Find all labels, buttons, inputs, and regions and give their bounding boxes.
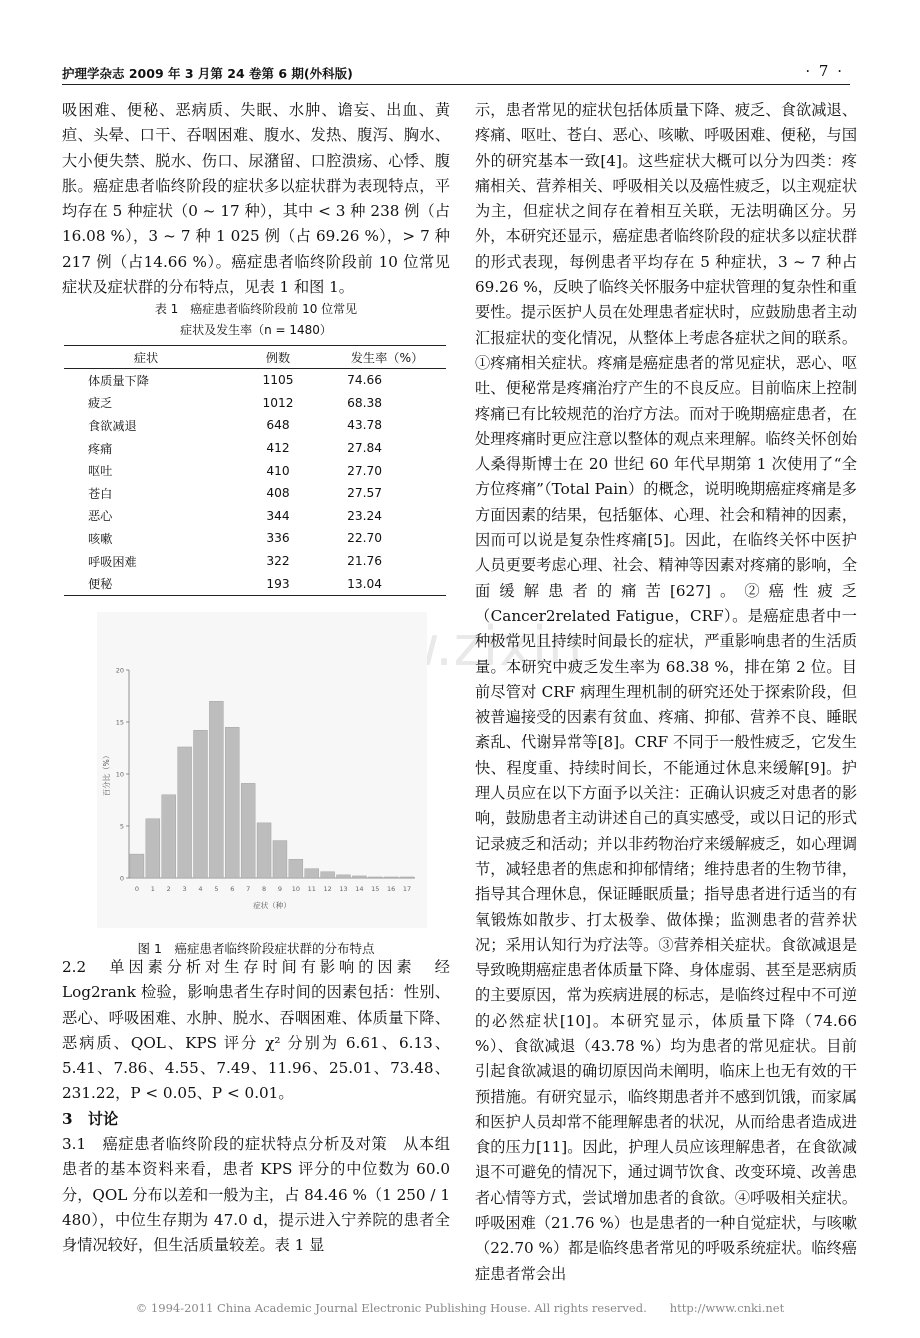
figure-caption: 图 1 癌症患者临终阶段症状群的分布特点: [137, 941, 375, 956]
cell-rate: 68.38: [347, 395, 382, 410]
x-tick-label: 6: [230, 885, 235, 893]
bar-10: [289, 859, 303, 878]
table-row: [64, 437, 446, 460]
bar-3: [178, 747, 192, 878]
cell-symptom: 咳嗽: [88, 531, 113, 546]
cell-symptom: 食欲减退: [88, 418, 137, 433]
x-tick-label: 0: [134, 885, 140, 893]
bar-12: [321, 872, 335, 878]
col-header-rate: 发生率（%）: [328, 346, 446, 369]
cell-rate: 23.24: [347, 508, 382, 523]
running-header: [62, 64, 850, 85]
cell-rate: 21.76: [347, 554, 382, 569]
x-tick-label: 5: [214, 885, 219, 893]
col-header-count: 例数: [228, 346, 328, 369]
x-axis-label: 症状（种）: [253, 901, 291, 910]
bar-7: [241, 783, 255, 878]
left-column-top: [62, 98, 450, 300]
table-row: [64, 482, 446, 505]
bar-14: [352, 876, 366, 878]
table-row: [64, 369, 446, 392]
table-row: [64, 572, 446, 595]
y-tick-label: 20: [115, 666, 124, 675]
cell-symptom: 呼吸困难: [88, 554, 137, 569]
cell-count: 1012: [262, 395, 294, 410]
cell-rate: 74.66: [347, 373, 382, 388]
cell-rate: 22.70: [347, 531, 382, 546]
x-tick-label: 9: [277, 885, 283, 893]
x-tick-label: 8: [261, 885, 267, 893]
x-tick-label: 14: [355, 885, 364, 893]
bar-15: [368, 877, 382, 878]
cell-count: 344: [266, 508, 290, 523]
cell-count: 648: [266, 418, 290, 433]
cell-count: 412: [266, 441, 290, 456]
cell-count: 322: [266, 554, 290, 569]
bar-4: [194, 730, 208, 878]
table-row: [64, 550, 446, 573]
cell-symptom: 恶心: [88, 509, 113, 524]
paragraph: 示，患者常见的症状包括体质量下降、疲乏、食欲减退、疼痛、呕吐、苍白、恶心、咳嗽、呼吸困难、便秘，与国外的研究基本一致[4]。这些症状大概可以分为四类：疼痛相关、营养相关、呼吸相关以及癌性疲乏，以主观症状为主，但症状之间存在着相互关联，无法明确区分。另外，本研究还显示，癌症患者临终阶段的症状多以症状群的形式表现，每例患者平均存在 5 种症状，3 ~ 7 种占 69.26 %，反映了临终关怀服务中症状管理的复杂性和重要性。提示医护人员在处理患者症状时，应鼓励患者主动汇报症状的变化情况，从整体上考虑各症状之间的联系。①疼痛相关症状。疼痛是癌症患者的常见症状，恶心、呕吐、便秘常是疼痛治疗产生的不良反应。目前临床上控制疼痛已有比较规范的治疗方法。而对于晚期癌症患者，在处理疼痛时更应注意以整体的观点来理解。临终关怀创始人桑得斯博士在 20 世纪 60 年代早期第 1 次使用了“全方位疼痛”（Total Pain）的概念，说明晚期癌症疼痛是多方面因素的结果，包括躯体、心理、社会和精神的因素，因而可以说是复杂性疼痛[5]。因此，在临终关怀中医护人员更要考虑心理、社会、精神等因素对疼痛的影响，全面缓解患者的痛苦[627]。②癌性疲乏（Cancer2related Fatigue，CRF）。是癌症患者中一种极常见且持续时间最长的症状，严重影响患者的生活质量。本研究中疲乏发生率为 68.38 %，排在第 2 位。目前尽管对 CRF 病理生理机制的研究还处于探索阶段，但被普遍接受的因素有贫血、疼痛、抑郁、营养不良、睡眠紊乱、代谢异常等[8]。CRF 不同于一般性疲乏，它发生快、程度重、持续时间长，不能通过休息来缓解[9]。护理人员应在以下方面予以关注：正确认识疲乏对患者的影响，鼓励患者主动讲述自己的真实感受，或以日记的形式记录疲乏和活动；并以非药物治疗来缓解疲乏，如心理调节，减轻患者的焦虑和抑郁情绪；维持患者的生物节律，指导其合理休息，保证睡眠质量；指导患者进行适当的有氧锻炼如散步、打太极拳、做体操；监测患者的营养状况；采用认知行为疗法等。③营养相关症状。食欲减退是导致晚期癌症患者体质量下降、身体虚弱、甚至是恶病质的主要原因，常为疾病进展的标志，是临终过程中不可逆的必然症状[10]。本研究显示，体质量下降（74.66 %）、食欲减退（43.78 %）均为患者的常见症状。目前引起食欲减退的确切原因尚未阐明，临床上也无有效的干预措施。有研究显示，临终期患者并不感到饥饿，而家属和医护人员却常不能理解患者的状况，从而给患者造成进食的压力[11]。因此，护理人员应该理解患者，在食欲减退不可避免的情况下，通过调节饮食、改变环境、改善患者心情等方式，尝试增加患者的食欲。④呼吸相关症状。呼吸困难（21.76 %）也是患者的一种自觉症状，与咳嗽（22.70 %）都是临终患者常见的呼吸系统症状。临终癌症患者常会出: [475, 101, 857, 1283]
bar-17: [400, 877, 414, 878]
bar-11: [305, 869, 319, 878]
watermark: www.zixin: [305, 615, 584, 678]
cell-rate: 13.04: [328, 572, 446, 595]
paragraph: 3.1 癌症患者临终阶段的症状特点分析及对策 从本组患者的基本资料来看，患者 KPS 评分的中位数为 60.0 分，QOL 分布以差和一般为主，占 84.46 %（1 250 / 1 480），中位生存期为 47.0 d，提示进入宁养院的患者全身情况较好，但生活质量较差。表 1 显: [62, 1135, 450, 1255]
bar-8: [257, 823, 271, 878]
cell-symptom: 疼痛: [88, 441, 113, 456]
cell-symptom: 呕吐: [88, 464, 113, 479]
table-caption-2: 症状及发生率（n = 1480）: [180, 323, 332, 337]
x-tick-label: 13: [339, 885, 348, 893]
section-heading: 3 讨论: [62, 1109, 119, 1128]
bar-9: [273, 841, 287, 878]
y-axis-label: 百分比（%）: [102, 751, 111, 797]
table-row: [64, 392, 446, 415]
x-tick-label: 17: [402, 885, 412, 893]
x-tick-label: 3: [182, 885, 187, 893]
symptom-table: [64, 345, 446, 596]
paragraph: 吸困难、便秘、恶病质、失眠、水肿、谵妄、出血、黄疸、头晕、口干、吞咽困难、腹水、发热、腹泻、胸水、大小便失禁、脱水、伤口、尿潴留、口腔溃疡、心悸、腹胀。癌症患者临终阶段的症状多以症状群为表现特点，平均存在 5 种症状（0 ~ 17 种），其中 < 3 种 238 例（占 16.08 %），3 ~ 7 种 1 025 例（占 69.26 %），> 7 种 217 例（占14.66 %）。癌症患者临终阶段前 10 位常见症状及症状群的分布特点，见表 1 和图 1。: [62, 101, 450, 297]
y-tick-label: 15: [115, 718, 124, 727]
table-row: [64, 505, 446, 528]
col-header-symptom: 症状: [64, 346, 228, 369]
bar-2: [162, 795, 176, 878]
x-tick-label: 4: [198, 885, 203, 893]
table-caption-1: 表 1 癌症患者临终阶段前 10 位常见: [154, 302, 358, 316]
cell-rate: 27.70: [347, 463, 382, 478]
cell-count: 1105: [262, 373, 294, 388]
journal-info: 护理学杂志 2009 年 3 月第 24 卷第 6 期(外科版): [62, 66, 353, 81]
table-row: [64, 459, 446, 482]
cell-count: 193: [228, 572, 328, 595]
cell-count: 408: [266, 486, 290, 501]
cell-count: 336: [266, 531, 290, 546]
cell-symptom: 便秘: [64, 572, 228, 595]
cell-symptom: 疲乏: [88, 396, 113, 411]
y-tick-label: 5: [119, 822, 124, 831]
symptom-cluster-chart: [97, 612, 427, 928]
x-tick-label: 10: [291, 885, 300, 893]
paragraph: 2.2 单因素分析对生存时间有影响的因素 经 Log2rank 检验，影响患者生存时间的因素包括：性别、恶心、呼吸困难、水肿、脱水、吞咽困难、体质量下降、恶病质、QOL、KPS 评分 χ² 分别为 6.61、6.13、5.41、7.86、4.55、7.49、11.96、25.01、73.48、231.22，P < 0.05、P < 0.01。: [62, 958, 450, 1103]
cell-rate: 27.57: [347, 486, 382, 501]
x-tick-label: 2: [166, 885, 171, 893]
bar-0: [130, 854, 144, 878]
x-tick-label: 1: [150, 885, 155, 893]
copyright-footer: © 1994-2011 China Academic Journal Electronic Publishing House. All rights reserved. http://www.cnki.net: [135, 1301, 785, 1315]
cell-symptom: 体质量下降: [88, 373, 149, 388]
right-column: [475, 98, 857, 1287]
x-tick-label: 12: [323, 885, 332, 893]
page-number: · 7 ·: [805, 62, 844, 80]
cell-count: 410: [266, 463, 290, 478]
x-tick-label: 7: [246, 885, 251, 893]
bar-6: [225, 727, 239, 878]
bar-13: [337, 875, 351, 878]
bar-5: [209, 701, 223, 878]
y-tick-label: 0: [119, 874, 124, 883]
x-tick-label: 15: [371, 885, 380, 893]
bar-1: [146, 819, 160, 878]
table-row: [64, 527, 446, 550]
table-row: [64, 414, 446, 437]
table-header-row: [64, 346, 446, 369]
bar-16: [384, 877, 398, 878]
left-column-bottom: [62, 955, 450, 1259]
cell-rate: 43.78: [347, 418, 382, 433]
cell-rate: 27.84: [347, 441, 382, 456]
x-tick-label: 11: [307, 885, 316, 893]
x-tick-label: 16: [387, 885, 396, 893]
cell-symptom: 苍白: [88, 486, 113, 501]
y-tick-label: 10: [115, 770, 124, 779]
